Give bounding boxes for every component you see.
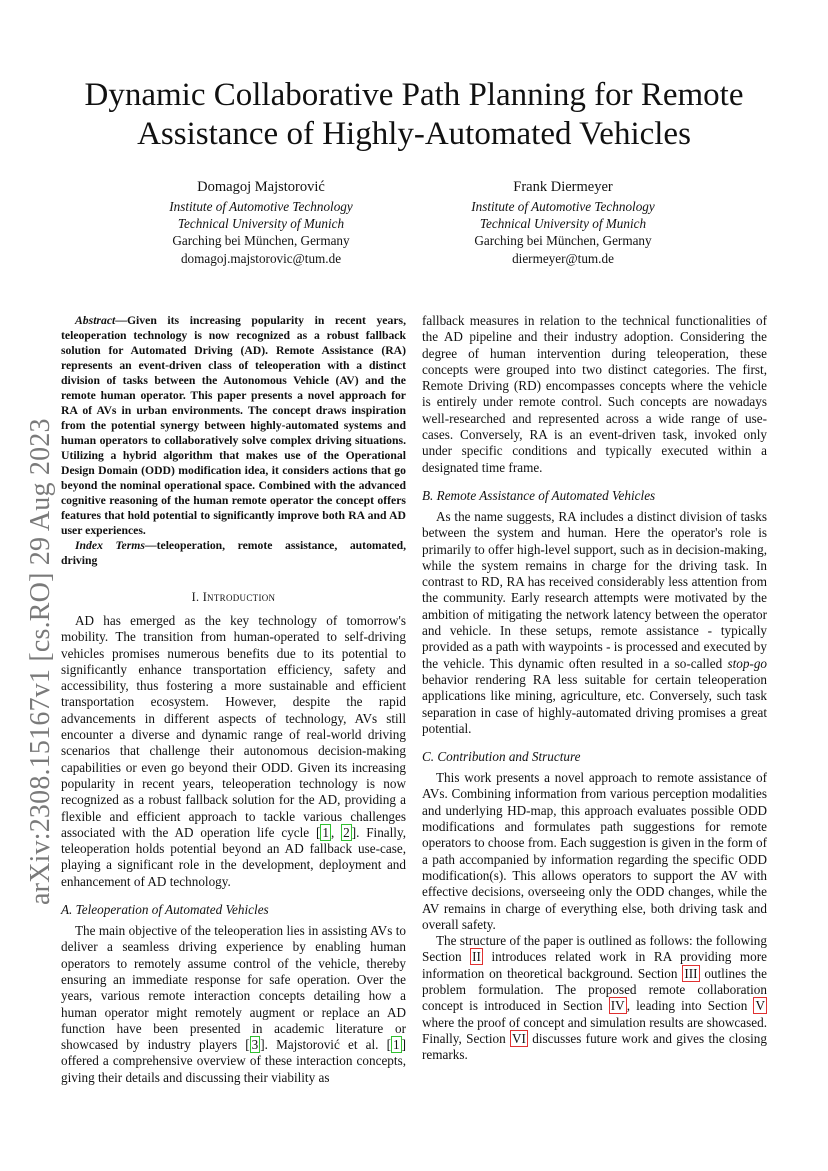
author-location: Garching bei München, Germany — [474, 233, 652, 249]
author-affiliation: Institute of Automotive Technology — [471, 199, 655, 214]
author-name: Frank Diermeyer — [513, 179, 613, 195]
arxiv-identifier: arXiv:2308.15167v1 [cs.RO] 29 Aug 2023 — [25, 418, 56, 905]
abstract-text: —Given its increasing popularity in recent years, teleoperation technology is now recognized as a robust fallback solution for Automated Driving (AD). Remote Assistance (RA) represents an event-driven class of teleoperation with a distinct division of tasks between the Autonomous Vehicle (AV) and the remote human operator. This paper presents a novel approach for RA of AVs in urban environments. The concept draws inspiration from the potential synergy between highly-automated systems and human operators to collaboratively solve complex driving situations. Utilizing a hybrid algorithm that makes use of the Operational Design Domain (ODD) modification idea, it considers actions that go beyond the nominal operational space. Combined with the advanced cognitive reasoning of the human remote operator the concept offers features that hold potential to significantly improve both RA and AD user experiences. — [61, 314, 406, 537]
index-terms-text: —teleoperation, remote assistance, automated, driving — [61, 539, 406, 567]
subsection-b-paragraph — [422, 509, 767, 737]
text-run: discusses future work and gives the closing remarks. — [422, 1030, 767, 1063]
emphasis-stop-go: stop-go — [727, 655, 767, 671]
index-terms-label: Index Terms — [75, 539, 145, 552]
section-link[interactable]: II — [472, 949, 481, 965]
subsection-a-paragraph — [61, 923, 406, 1086]
citation-link[interactable]: 2 — [343, 824, 350, 840]
right-column — [422, 313, 767, 1063]
abstract-label: Abstract — [75, 314, 116, 327]
text-run: outlines the problem formulation. The proposed remote collaboration concept is introduced in Section — [422, 965, 768, 1014]
text-run: where the proof of concept and simulation results are showcased. Finally, Section — [422, 1014, 767, 1046]
text-run: ]. Majstorović et al. [ — [260, 1037, 391, 1053]
text-run: The structure of the paper is outlined as follows: the following Section — [422, 933, 767, 965]
subsection-c-paragraph-1: This work presents a novel approach to remote assistance of AVs. Combining information from various perception modalities and underlying HD-map, this approach evaluates possible ODD modifications and formulates path suggestions for remote operators to choose from. Each suggestion is given in the form of a path accompanied by information regarding the specific ODD modification(s). This allows operators to support the AV with effective decisions, overseeing only the ODD changes, while the AV remains in charge of everything else, both driving task and overall safety. — [422, 770, 767, 932]
author-university: Technical University of Munich — [479, 216, 647, 232]
subsection-c-paragraph-2 — [422, 933, 767, 1063]
author-affiliation: Institute of Automotive Technology — [169, 199, 353, 214]
citation-link[interactable]: 1 — [322, 824, 329, 840]
section-heading-introduction — [61, 590, 406, 605]
citation-link[interactable]: 3 — [251, 1037, 259, 1053]
index-terms — [61, 538, 406, 568]
text-run: introduces related work in RA providing more information on theoretical background. Section — [422, 949, 767, 981]
author-university: Technical University of Munich — [177, 216, 345, 232]
paper-title: Dynamic Collaborative Path Planning for Remote Assistance of Highly-Automated Vehicles — [84, 77, 744, 152]
text-run: ]. Finally, teleoperation holds potential beyond an AD fallback use-case, playing a significant role in the development, deployment and enhancement of AD technology. — [61, 824, 407, 889]
intro-paragraph — [61, 613, 406, 890]
author-block-2 — [413, 178, 713, 267]
text-run: , leading into Section — [626, 998, 754, 1014]
citation-link[interactable]: 1 — [393, 1037, 400, 1053]
text-run: The main objective of the teleoperation lies in assisting AVs to deliver a seamless driving experience by enabling human operators to remotely assume control of the vehicle, thereby ensuring an immediate response for safe operation. Over the years, various remote interaction concepts detailing how a human operator might remotely augment or replace an AD function have been presented in academic literature or showcased by industry players [ — [61, 923, 406, 1053]
subsection-heading-b: B. Remote Assistance of Automated Vehicles — [422, 487, 656, 503]
section-number: I. — [191, 590, 200, 604]
author-location: Garching bei München, Germany — [172, 233, 350, 249]
subsection-a-continuation: fallback measures in relation to the technical functionalities of the AD pipeline and their industry adoption. Considering the degree of human intervention during teleoperation, these concepts were grouped into two distinct categories. The first, Remote Driving (RD) encompasses concepts where the vehicle is entirely under remote control. Such concepts are nowadays well-researched and represented across a wide range of use-cases. Conversely, RA is an event-driven task, invoked only under specific conditions and typically executed within a designated time frame. — [422, 313, 767, 475]
author-email: domagoj.majstorovic@tum.de — [180, 250, 342, 266]
section-link[interactable]: IV — [610, 998, 625, 1014]
section-link[interactable]: III — [684, 965, 698, 981]
text-run: ] offered a comprehensive overview of these interaction concepts, giving their details and discussing their viability as — [61, 1037, 406, 1085]
subsection-heading-a: A. Teleoperation of Automated Vehicles — [61, 902, 269, 918]
author-name: Domagoj Majstorović — [197, 179, 325, 195]
text-run: AD has emerged as the key technology of tomorrow's mobility. The transition from human-operated to self-driving vehicles promises numerous benefits due to its potential to significantly enhance transportation efficiency, safety and accessibility, thus fostering a more sustainable and efficient transportation ecosystem. However, despite the rapid advancements in different aspects of technology, AVs still encounter a diverse and dynamic range of real-world driving scenarios that challenge their autonomous decision-making capabilities or even go beyond their ODD. Given its increasing popularity in recent years, teleoperation technology is now recognized as a robust fallback solution for the AD, providing a flexible and efficient approach to tackle various challenges associated with the AD operation life cycle [ — [61, 613, 406, 840]
section-link[interactable]: V — [755, 998, 765, 1014]
left-column — [61, 313, 406, 1086]
text-run: , — [330, 824, 342, 840]
text-run: As the name suggests, RA includes a distinct division of tasks between the system and human. Here the operator's role is primarily to offer high-level support, such as in decision-making, while the system remains in charge for the driving task. In contrast to RD, RA has received considerably less attention from the community. Early research attempts were motivated by the ambition of mitigating the network latency between the operator and vehicle. In these setups, remote assistance - typically provided as a path with waypoints - is processed and executed by the vehicle. This dynamic often resulted in a so-called — [422, 508, 767, 671]
subsection-heading-c: C. Contribution and Structure — [422, 749, 581, 765]
text-run: behavior rendering RA less suitable for certain teleoperation applications like mining, agriculture, etc. Conversely, such task separation in case of highly-automated driving promises a great potential. — [422, 671, 767, 736]
author-email: diermeyer@tum.de — [512, 250, 614, 266]
section-title: Introduction — [202, 590, 276, 604]
section-link[interactable]: VI — [512, 1030, 526, 1046]
abstract — [61, 313, 406, 538]
author-block-1 — [111, 178, 411, 267]
